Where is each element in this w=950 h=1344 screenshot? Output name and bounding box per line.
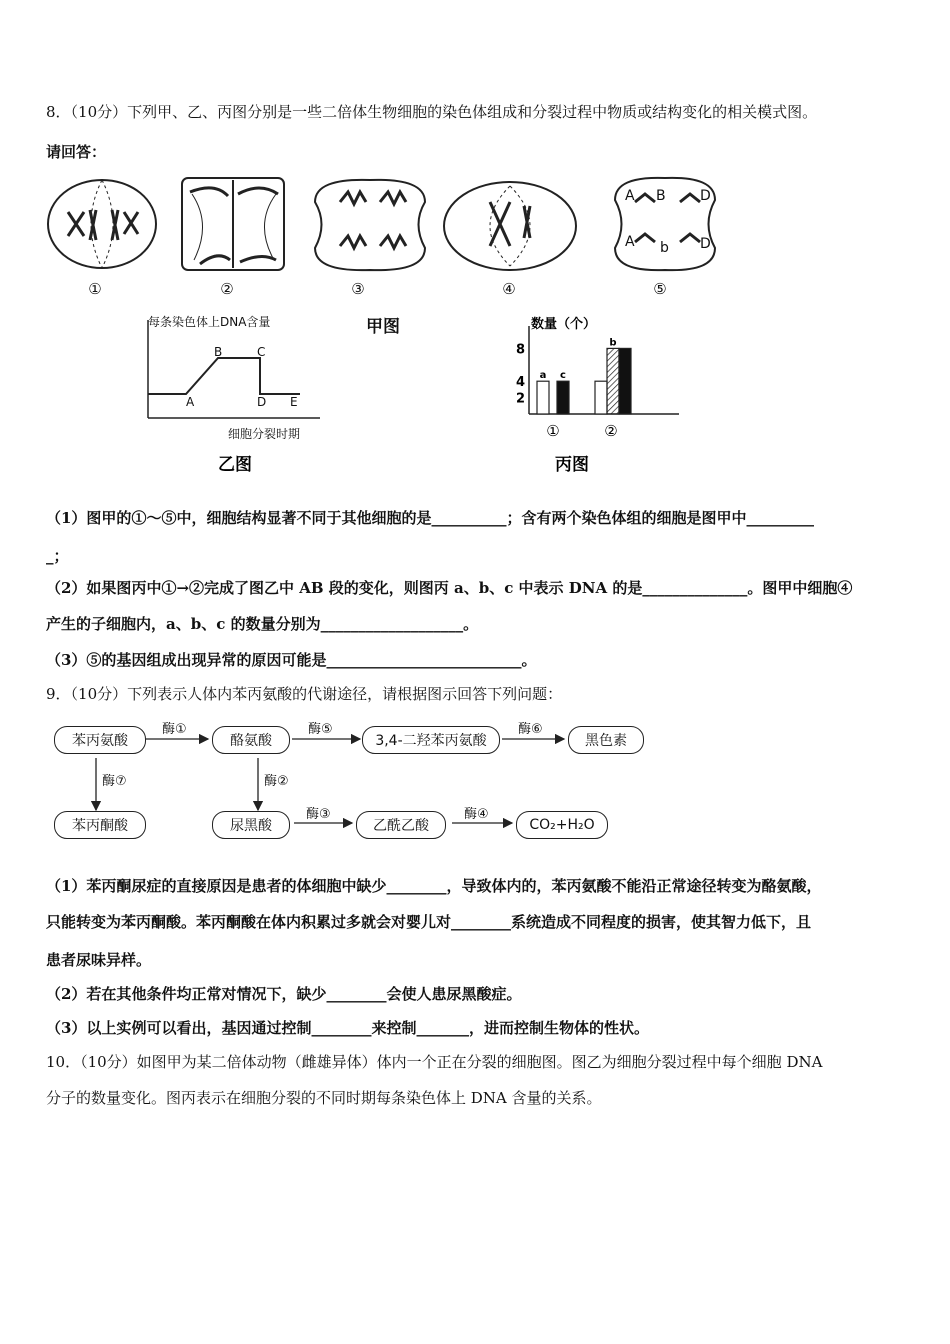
fig-bing-chart bbox=[505, 310, 690, 478]
gene-label: D bbox=[700, 236, 711, 252]
gene-label: D bbox=[700, 188, 711, 204]
enzyme-label: 酶② bbox=[264, 774, 289, 789]
yi-point: C bbox=[257, 345, 266, 359]
bar-label-b: b bbox=[609, 337, 617, 349]
node-phenylpyruvate: 苯丙酮酸 bbox=[54, 811, 146, 839]
bar-label-a: a bbox=[539, 370, 547, 382]
bar-a bbox=[537, 381, 549, 414]
yi-point: A bbox=[186, 395, 195, 409]
q9-p3: （3）以上实例可以看出，基因通过控制________来控制_______，进而控制生物体的性状。 bbox=[46, 1019, 649, 1037]
enzyme-label: 酶⑦ bbox=[102, 774, 127, 789]
q8-p2b: 产生的子细胞内，a、b、c 的数量分别为___________________。 bbox=[46, 615, 479, 633]
q8-p3: （3）⑤的基因组成出现异常的原因可能是__________________________。 bbox=[46, 651, 537, 669]
fig-yi bbox=[140, 310, 340, 478]
enzyme-label: 酶⑤ bbox=[308, 722, 333, 737]
yi-xlabel: 细胞分裂时期 bbox=[228, 427, 301, 441]
bar-label-c: c bbox=[560, 370, 566, 382]
q8-p2a: （2）如果图丙中①→②完成了图乙中 AB 段的变化，则图丙 a、b、c 中表示 DNA 的是______________。图甲中细胞④ bbox=[46, 579, 853, 597]
yi-curve bbox=[148, 358, 300, 394]
cell-label: ③ bbox=[351, 280, 365, 298]
enzyme-label: 酶⑥ bbox=[518, 722, 543, 737]
gene-label: B bbox=[656, 188, 666, 204]
enzyme-label: 酶① bbox=[162, 722, 187, 737]
enzyme-label: 酶③ bbox=[306, 807, 331, 822]
q9-stem: 9．（10分）下列表示人体内苯丙氨酸的代谢途径，请根据图示回答下列问题： bbox=[46, 685, 563, 703]
yi-point: E bbox=[290, 395, 298, 409]
cell-label: ⑤ bbox=[653, 280, 667, 298]
yi-title: 乙图 bbox=[218, 455, 252, 475]
fig-jia-cells bbox=[40, 172, 720, 302]
gene-label: b bbox=[660, 240, 669, 256]
gene-label: A bbox=[625, 234, 635, 250]
yi-point: D bbox=[257, 395, 267, 409]
q8-p1a: （1）图甲的①～⑤中，细胞结构显著不同于其他细胞的是__________；含有两个染色体组的细胞是图甲中_________ bbox=[46, 509, 814, 527]
gene-label: A bbox=[625, 188, 635, 204]
cell-label: ① bbox=[88, 280, 102, 298]
node-co2-h2o: CO₂+H₂O bbox=[516, 811, 608, 839]
node-phenylalanine: 苯丙氨酸 bbox=[54, 726, 146, 754]
node-dopa: 3,4-二羟苯丙氨酸 bbox=[362, 726, 500, 754]
q8-p1b: _； bbox=[46, 547, 69, 565]
cell-label: ④ bbox=[502, 280, 516, 298]
bing-y-tick: 2 bbox=[515, 391, 525, 407]
node-acetoacetate: 乙酰乙酸 bbox=[356, 811, 446, 839]
bar-a bbox=[595, 381, 607, 414]
q9-p1b: 只能转变为苯丙酮酸。苯丙酮酸在体内积累过多就会对婴儿对________系统造成不同程度的损害，使其智力低下，且 bbox=[46, 913, 812, 931]
bar-b bbox=[607, 348, 619, 414]
node-melanin: 黑色素 bbox=[568, 726, 644, 754]
bing-category-label: ② bbox=[604, 422, 618, 440]
yi-point: B bbox=[214, 345, 223, 359]
bing-y-tick: 4 bbox=[515, 375, 525, 391]
cell-1 bbox=[48, 180, 156, 268]
q10-l2: 分子的数量变化。图丙表示在细胞分裂的不同时期每条染色体上 DNA 含量的关系。 bbox=[46, 1089, 602, 1107]
bar-c bbox=[619, 348, 631, 414]
fig-jia-title: 甲图 bbox=[366, 317, 400, 337]
q10-l1: 10．（10分）如图甲为某二倍体动物（雌雄异体）体内一个正在分裂的细胞图。图乙为细胞分裂过程中每个细胞 DNA bbox=[46, 1053, 823, 1071]
q9-p1c: 患者尿味异样。 bbox=[46, 951, 152, 969]
yi-ylabel: 每条染色体上DNA含量 bbox=[148, 315, 271, 329]
q9-p2: （2）若在其他条件均正常对情况下，缺少________会使人患尿黑酸症。 bbox=[46, 985, 522, 1003]
bing-ylabel: 数量（个） bbox=[531, 317, 597, 332]
bing-title: 丙图 bbox=[555, 455, 589, 475]
bing-category-label: ① bbox=[546, 422, 560, 440]
cell-3 bbox=[315, 180, 425, 270]
q9-p1a: （1）苯丙酮尿症的直接原因是患者的体细胞中缺少________，导致体内的，苯丙氨酸不能沿正常途径转变为酪氨酸， bbox=[46, 877, 822, 895]
bar-c bbox=[557, 381, 569, 414]
q8-ask: 请回答： bbox=[46, 143, 107, 161]
node-tyrosine: 酪氨酸 bbox=[212, 726, 290, 754]
enzyme-label: 酶④ bbox=[464, 807, 489, 822]
cell-4 bbox=[444, 182, 576, 270]
bing-y-tick: 8 bbox=[515, 342, 525, 358]
cell-label: ② bbox=[220, 280, 234, 298]
q8-stem: 8．（10分）下列甲、乙、丙图分别是一些二倍体生物细胞的染色体组成和分裂过程中物质或结构变化的相关模式图。 bbox=[46, 103, 818, 121]
node-homogentisate: 尿黑酸 bbox=[212, 811, 290, 839]
